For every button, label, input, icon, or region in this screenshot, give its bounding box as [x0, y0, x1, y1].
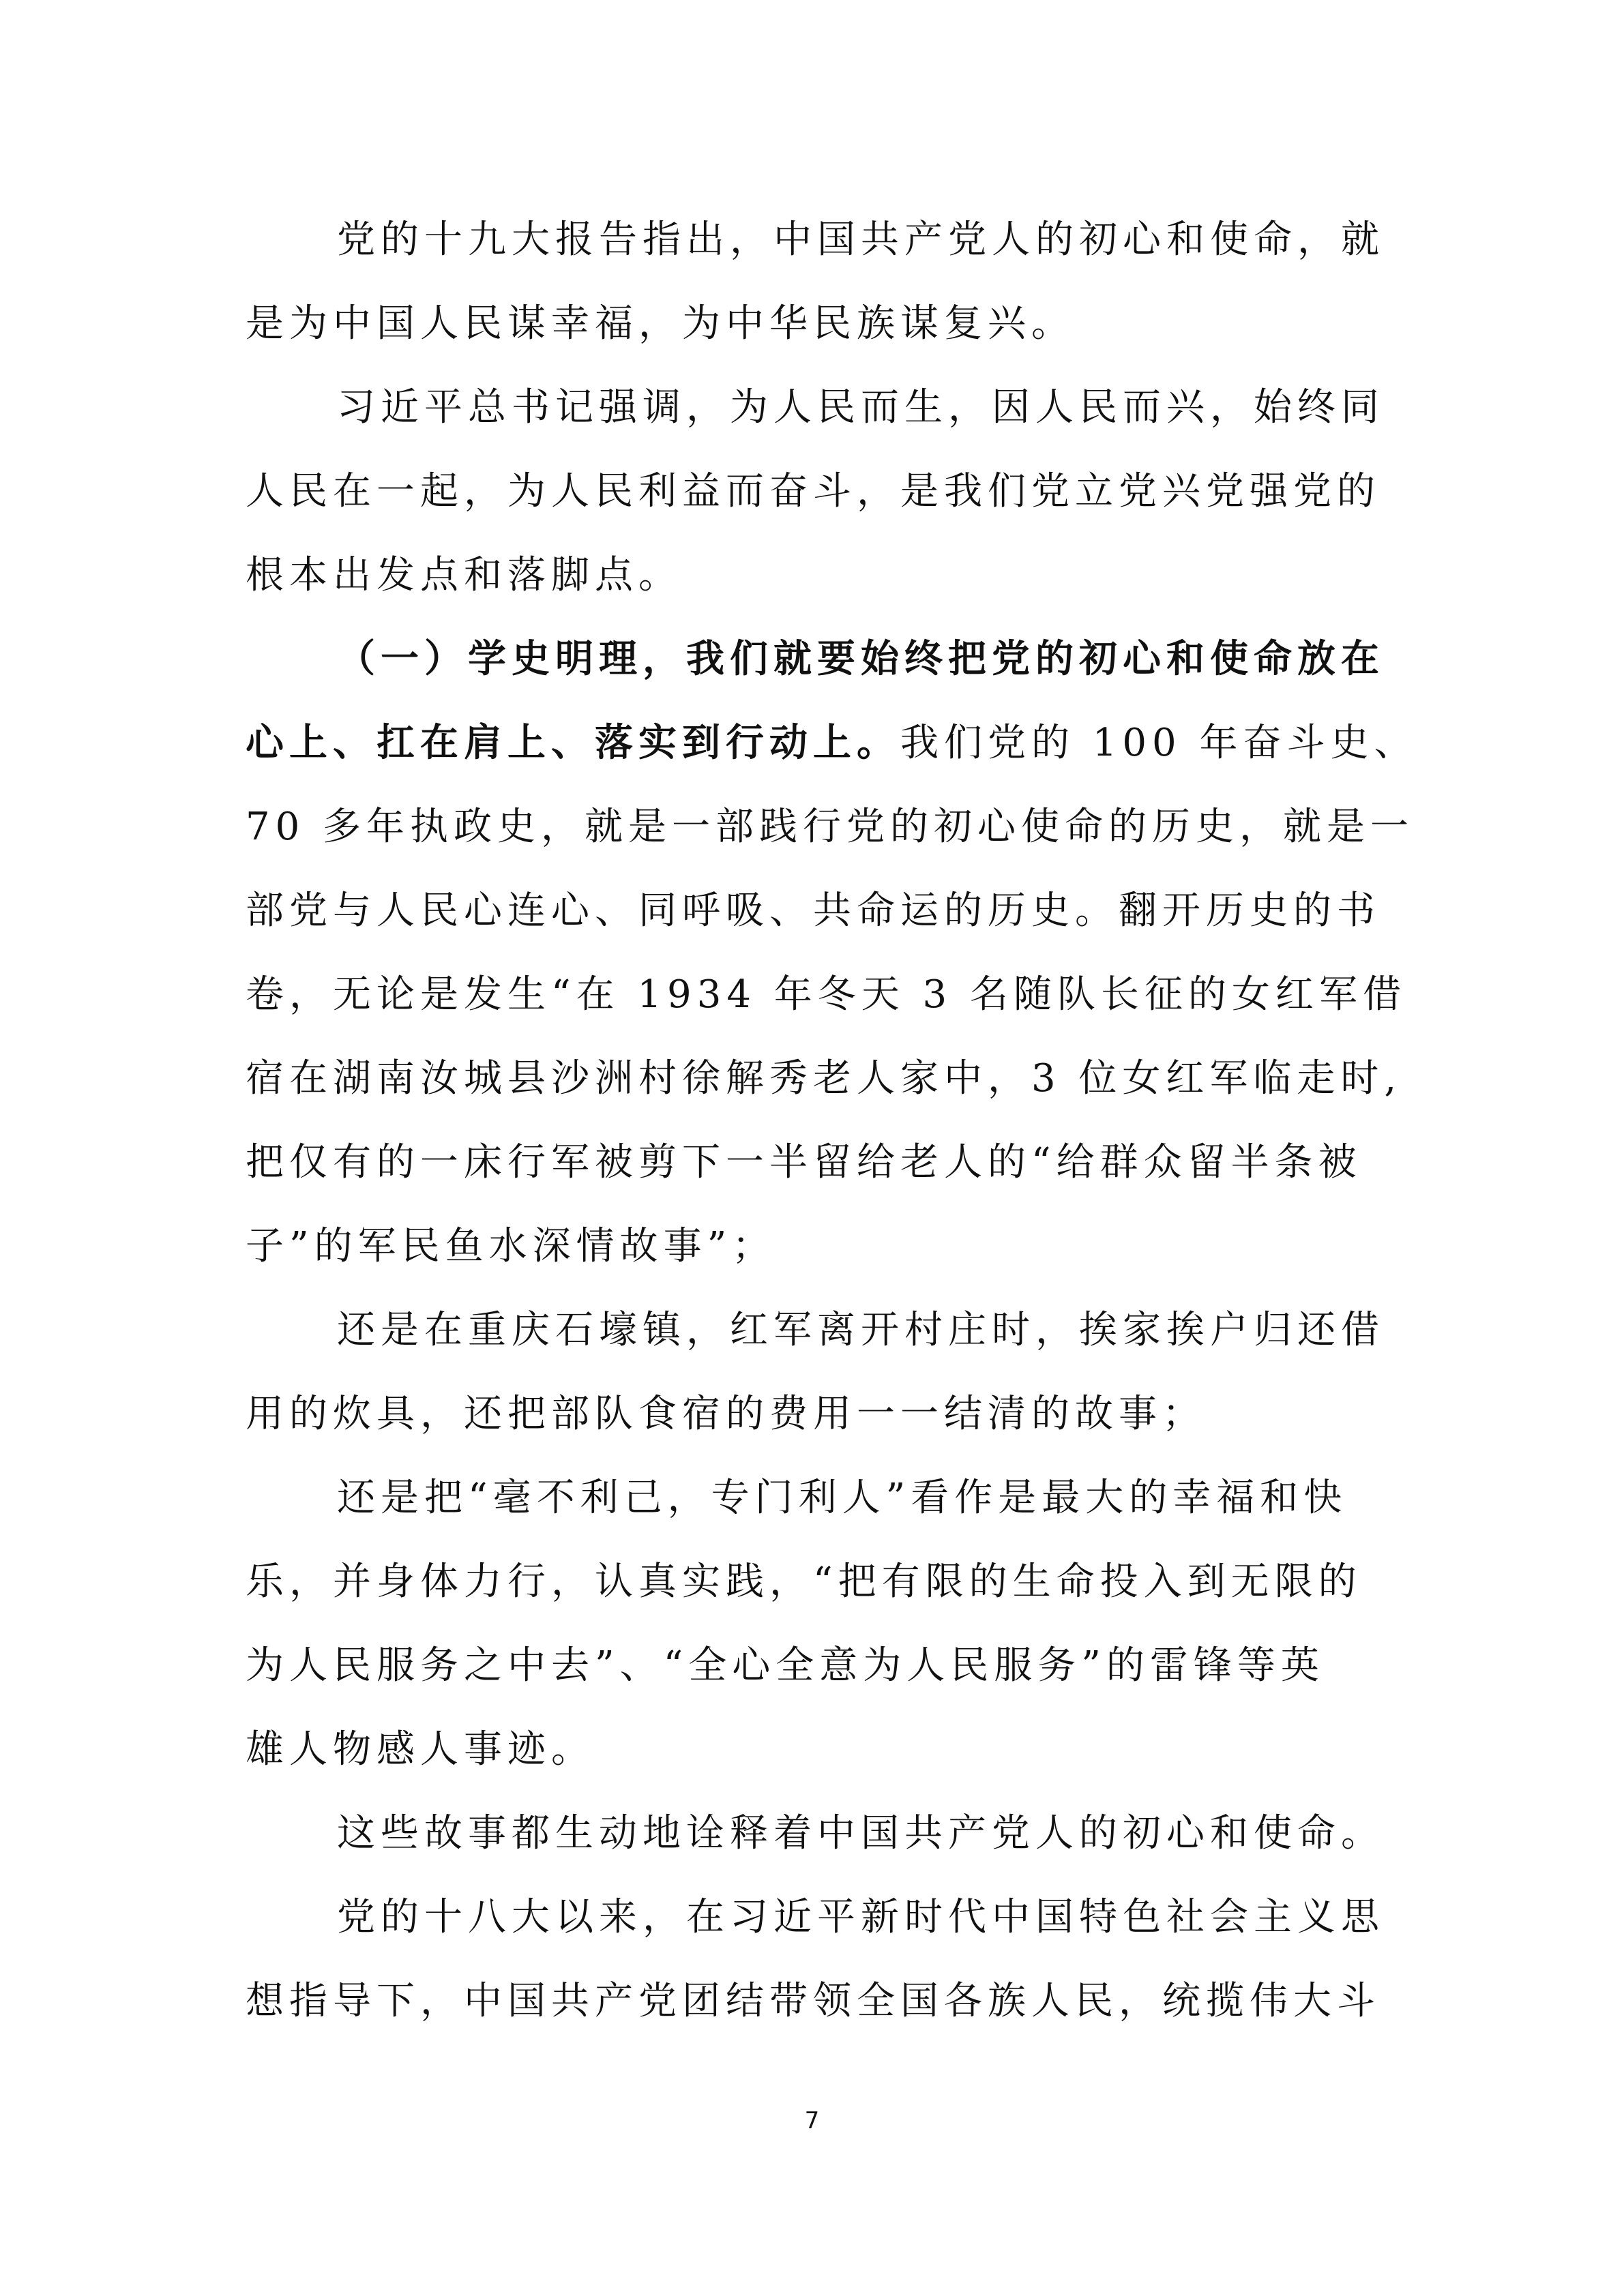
- paragraph-line: 根本出发点和落脚点。: [246, 553, 682, 597]
- paragraph-line: 党的十八大以来，在习近平新时代中国特色社会主义思: [337, 1895, 1385, 1939]
- paragraph-line: 还是把“毫不利己，专门利人”看作是最大的幸福和快: [337, 1476, 1348, 1520]
- paragraph-line: 习近平总书记强调，为人民而生，因人民而兴，始终同: [337, 385, 1385, 430]
- paragraph-line: 人民在一起，为人民利益而奋斗，是我们党立党兴党强党的: [246, 469, 1381, 513]
- paragraph-line: 卷，无论是发生“在 1934 年冬天 3 名随队长征的女红军借: [246, 972, 1406, 1017]
- section-heading-line: [246, 701, 1418, 785]
- paragraph-line: 乐，并身体力行，认真实践，“把有限的生命投入到无限的: [246, 1560, 1362, 1604]
- paragraph-line: 用的炊具，还把部队食宿的费用一一结清的故事；: [246, 1392, 1206, 1436]
- paragraph-line: 为人民服务之中去”、“全心全意为人民服务”的雷锋等英: [246, 1643, 1325, 1688]
- paragraph-line: 这些故事都生动地诠释着中国共产党人的初心和使命。: [337, 1811, 1385, 1855]
- page-number: 7: [804, 2107, 820, 2134]
- paragraph-line: 还是在重庆石壕镇，红军离开村庄时，挨家挨户归还借: [337, 1308, 1385, 1352]
- paragraph-line: 我们党的 100 年奋斗史、: [900, 721, 1418, 765]
- paragraph-line: 宿在湖南汝城县沙洲村徐解秀老人家中，3 位女红军临走时,: [246, 1056, 1402, 1101]
- paragraph-line: 部党与人民心连心、同呼吸、共命运的历史。翻开历史的书: [246, 889, 1381, 933]
- paragraph-line: 是为中国人民谋幸福，为中华民族谋复兴。: [246, 301, 1075, 346]
- section-heading: （一）学史明理，我们就要始终把党的初心和使命放在: [337, 636, 1385, 681]
- paragraph-line: 雄人物感人事迹。: [246, 1727, 595, 1772]
- document-body: [246, 198, 1418, 2043]
- paragraph-line: 想指导下，中国共产党团结带领全国各族人民，统揽伟大斗: [246, 1979, 1381, 2023]
- paragraph-line: 子”的军民鱼水深情故事”；: [246, 1224, 776, 1268]
- paragraph-line: 70 多年执政史，就是一部践行党的初心使命的历史，就是一: [246, 805, 1415, 849]
- paragraph-line: 把仅有的一床行军被剪下一半留给老人的“给群众留半条被: [246, 1140, 1362, 1184]
- section-heading-continuation: 心上、扛在肩上、落实到行动上。: [246, 720, 900, 765]
- paragraph-line: 党的十九大报告指出，中国共产党人的初心和使命，就: [337, 218, 1385, 262]
